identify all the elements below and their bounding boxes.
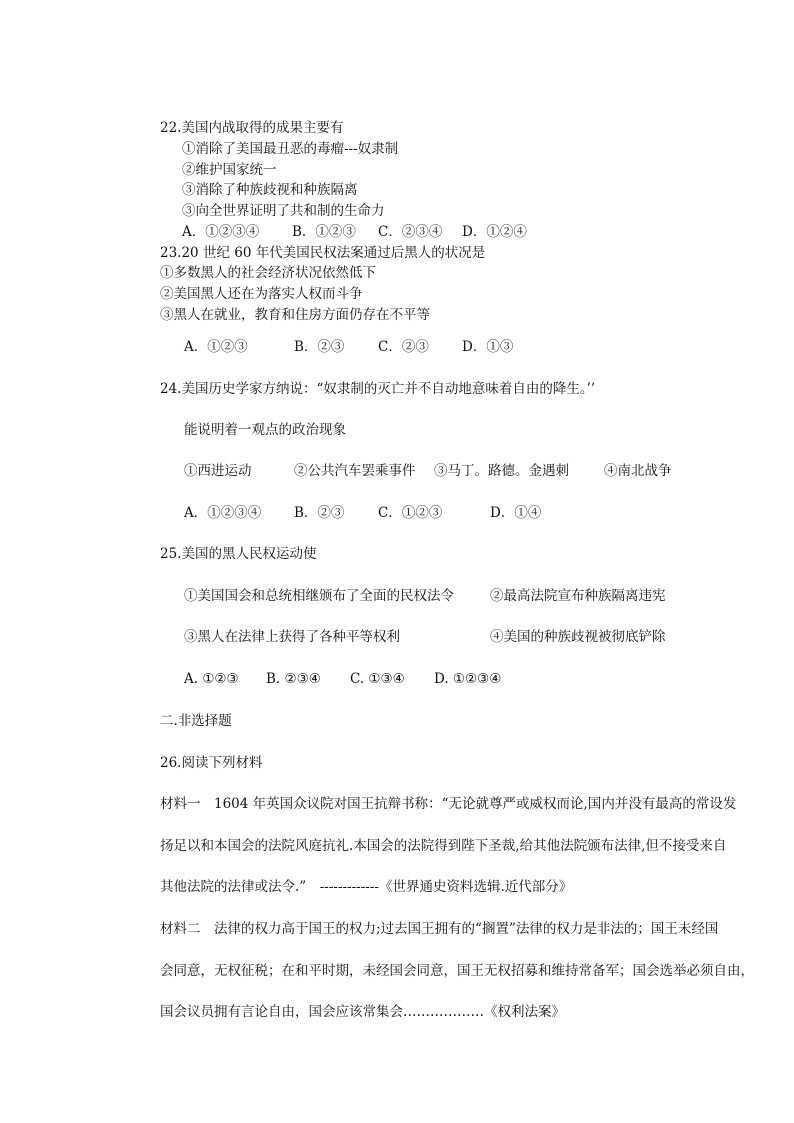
q24-option-d: D．①④ [490, 505, 542, 521]
q26-material2-line-1: 材料二 法律的权力高于国王的权力;过去国王拥有的“搁置”法律的权力是非法的；国王未经国 [160, 921, 719, 937]
q25-item-1: ①美国国会和总统相继颁布了全面的民权法令 [184, 588, 454, 604]
q26-material1-line-1: 材料一 1604 年英国众议院对国王抗辩书称：“无论就尊严或威权而论,国内并没有最高的常设发 [160, 796, 737, 812]
q24-item-4: ④南北战争 [604, 463, 672, 479]
q24-prompt: 能说明着一观点的政治现象 [184, 422, 346, 438]
q25-item-3: ③黑人在法律上获得了各种平等权利 [184, 629, 400, 645]
q22-option-b: B．①②③ [292, 224, 356, 240]
q26-material1-line-3: 其他法院的法律或法令.” -------------《世界通史资料选辑.近代部分》 [160, 879, 573, 895]
q23-item-1: ①多数黑人的社会经济状况依然低下 [160, 265, 376, 281]
section-2-title: 二.非选择题 [160, 713, 232, 729]
q25-option-a: A. ①②③ [184, 671, 239, 687]
q22-item-3: ③消除了种族歧视和种族隔离 [182, 182, 358, 198]
q26-material2-line-3: 国会议员拥有言论自由，国会应该常集会………………《权利法案》 [160, 1004, 565, 1020]
q24-item-1: ①西进运动 [184, 463, 252, 479]
q22-item-2: ②维护国家统一 [182, 162, 277, 178]
q23-item-2: ②美国黑人还在为落实人权而斗争 [160, 286, 363, 302]
q26-material1-line-2: 扬足以和本国会的法院风庭抗礼.本国会的法院得到陛下圣裁,给其他法院颁布法律,但不接受来自 [160, 838, 727, 854]
q23-option-c: C．②③ [378, 339, 429, 355]
q23-item-3: ③黑人在就业，教育和住房方面仍存在不平等 [160, 307, 430, 323]
q24-option-b: B．②③ [294, 505, 345, 521]
q25-option-c: C. ①③④ [350, 671, 405, 687]
q23-option-b: B．②③ [294, 339, 345, 355]
q22-item-4: ③向全世界证明了共和制的生命力 [182, 203, 385, 219]
q22-option-c: C．②③④ [378, 224, 443, 240]
q22-item-1: ①消除了美国最丑恶的毒瘤---奴隶制 [182, 141, 399, 157]
q24-item-3: ③马丁。路德。金遇刺 [434, 463, 569, 479]
q22-option-a: A．①②③④ [182, 224, 260, 240]
q22-stem: 22.美国内战取得的成果主要有 [160, 120, 344, 136]
q24-stem: 24.美国历史学家方纳说：“奴隶制的灭亡并不自动地意味着自由的降生。’’ [160, 381, 596, 397]
q26-stem: 26.阅读下列材料 [160, 755, 263, 771]
q24-option-c: C．①②③ [378, 505, 443, 521]
q25-option-d: D. ①②③④ [434, 671, 502, 687]
q25-item-2: ②最高法院宣布种族隔离违宪 [490, 588, 666, 604]
q25-stem: 25.美国的黑人民权运动使 [160, 546, 317, 562]
q23-option-a: A．①②③ [184, 339, 248, 355]
q23-stem: 23.20 世纪 60 年代美国民权法案通过后黑人的状况是 [160, 245, 486, 261]
q25-item-4: ④美国的种族歧视被彻底铲除 [490, 629, 666, 645]
q24-option-a: A．①②③④ [184, 505, 262, 521]
q26-material2-line-2: 会同意，无权征税；在和平时期，未经国会同意，国王无权招募和维持常备军；国会选举必须自由， [160, 963, 754, 979]
q24-item-2: ②公共汽车罢乘事件 [294, 463, 416, 479]
q25-option-b: B. ②③④ [266, 671, 321, 687]
q23-option-d: D．①③ [462, 339, 514, 355]
q22-option-d: D．①②④ [462, 224, 527, 240]
